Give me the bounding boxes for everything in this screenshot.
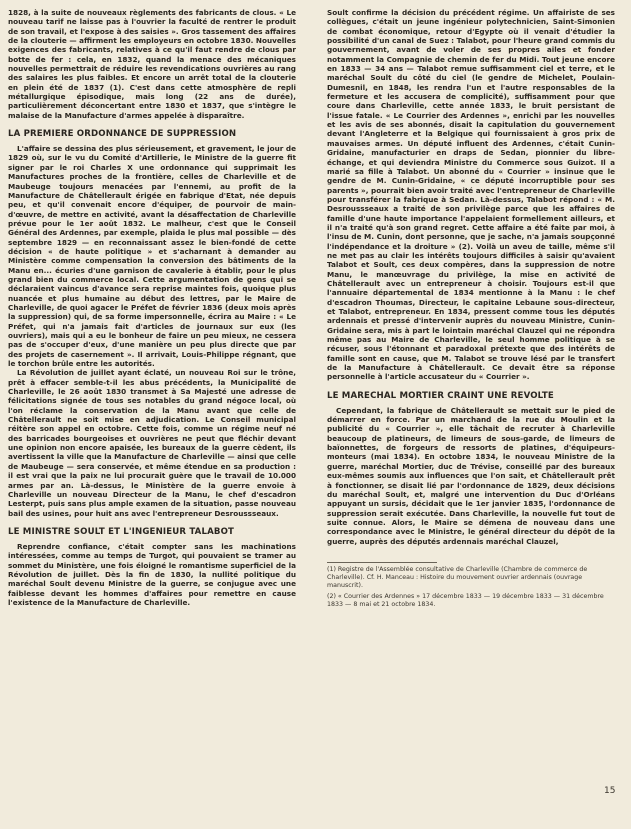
right-column [327,8,615,609]
paragraph: L'affaire se dessina des plus sérieusement, et gravement, le jour de 1829 où, sur le vu du Comité d'Artillerie, le Ministre de la guerre fit signer par le roi Charles X une ordonnance qui supprimait les Manufactures proches de la frontière, celles de Charleville et de Maubeuge toujours menacées par l'ennemi, au profit de la Manufacture de Châtellerault érigée en fabrique d'Etat, née depuis peu, et qu'il convenait encore d'équiper, de pourvoir de main-d'œuvre, de mettre en activité, avant la désaffectation de Charleville prévue pour le 1er août 1832. Le malheur, c'est que le Conseil Général des Ardennes, par exemple, plaida le plus mal possible — dès septembre 1829 — en reconnaissant assez le bien-fondé de cette décision « de haute politique » et s'acharnant à demander au Ministère comme compensation la conversion des bâtiments de la Manu en... écuries d'une garnison de cavalerie à établir, pour le plus grand bien du commerce local. Cette argumentation de gens qui se déclaraient vaincus d'avance sera reprise maintes fois, quoique plus nuancée et plus humaine au début des lettres, par le Maire de Charleville, de quoi agacer le Préfet de février 1836 (deux mois après la suppression) qui, de sa forme impersonnelle, écrira au Maire : « Le Préfet, qui n'a jamais fait d'articles de journaux sur eux (les ouvriers), mais qui a eu le bonheur de faire un peu mieux, ne cessera pas de s'occuper d'eux, d'une manière un peu plus directe que par des projets de casernement ». Il arrivait, Louis-Philippe régnant, que le torchon brûle entre les autorités. [8,144,296,369]
section-heading: LE MARECHAL MORTIER CRAINT UNE REVOLTE [327,390,554,401]
footnote: (1) Registre de l'Assemblée consultative de Charleville (Chambre de commerce de Charleville). Cf. H. Manceau : Histoire du mouvement ouvrier ardennais (ouvrage manuscrit). [327,565,588,589]
section-heading: LE MINISTRE SOULT ET L'INGENIEUR TALABOT [8,526,235,537]
footnote: (2) « Courrier des Ardennes » 17 décembre 1833 — 19 décembre 1833 — 31 décembre 1833 — 8 mai et 21 octobre 1834. [327,592,604,608]
paragraph: Soult confirme la décision du précédent régime. Un affairiste de ses collègues, c'était un jeune ingénieur polytechnicien, Saint-Simonien de combat économique, retour d'Egypte où il venait d'étudier la possibilité d'un canal de Suez : Talabot, pour l'heure grand commis du gouvernement, avant de voler de ses propres ailes et fonder notamment la Compagnie de chemin de fer du Midi. Tout jeune encore en 1833 — 34 ans — Talabot remue suffisamment ciel et terre, et le maréchal Soult du côté du ciel (le gendre de Michelet, Poulain-Dumesnil, en 1848, les rendra l'un et l'autre responsables de la fermeture et les accusera de complicité), suffisamment pour que coure dans Charleville, cette année 1833, le bruit persistant de l'issue fatale. « Le Courrier des Ardennes », enrichi par les nouvelles et les avis de ses abonnés, disait la capitulation du gouvernement devant l'Angleterre et la Belgique qui fournissaient à gros prix de mauvaises armes. Un député influent des Ardennes, c'était Cunin-Gridaine, manufacturier en draps de Sedan, pionnier du libre-échange, et qui deviendra Ministre du Commerce sous Guizot. Il a marié sa fille à Talabot. Un abonné du « Courrier » insinue que le gendre de M. Cunin-Gridaine, « ce député incorruptible pour ses parents », pourrait bien avoir traité avec l'entrepreneur de Charleville pour transférer la fabrique à Sedan. Là-dessus, Talabot répond : « M. Desroussseaux a traité de son privilège parce que les affaires de famille d'une haute importance l'appelaient formellement ailleurs, et il n'a traité qu'à son grand regret. Cette affaire a été faite par moi, à l'insu de M. Cunin, dont personne, que je sache, n'a jamais soupçonné l'indépendance et la droiture » (2). Voilà un aveu de taille, même s'il ne met pas au clair les intérêts toujours difficiles à saisir qu'avaient Talabot et Soult, ces deux compères, dans la suppression de notre Manu, le manœuvrage du privilège, la mise en activité de Châtellerault avec un entrepreneur à choisir. Toujours est-il que l'annuaire départemental de 1834 mentionne à la Manu : le chef d'escadron Thoumas, Directeur, le capitaine Lebaune sous-directeur, et Talabot, entrepreneur. En 1834, pressent comme tous les députés ardennais et pressé d'intervenir auprès du nouveau Ministre, Cunin-Gridaine sera, mis à part le lointain maréchal Clauzel qui ne répondra même pas au Maire de Charleville, le seul homme politique à se récuser, sous l'étonnant et paradoxal prétexte que des intérêts de famille sont en cause, que M. Talabot se trouve lésé par le transfert de la Manufacture à Châtellerault. Ce devait être sa réponse personnelle à l'article accusateur du « Courrier ». [327,8,615,382]
footnote-rule [327,562,437,563]
page-number: 15 [604,786,616,796]
paragraph: Reprendre confiance, c'était compter sans les machinations intéressées, comme au temps de Turgot, qui pouvaient se tramer au sommet du Ministère, une fois éloigné le romantisme superficiel de la Révolution de juillet. Dès la fin de 1830, la nullité politique du maréchal Soult devenu Ministre de la guerre, se conjugue avec une faiblesse devant les hommes d'affaires pour remettre en cause l'existence de la Manufacture de Charleville. [8,541,296,607]
paragraph: 1828, à la suite de nouveaux règlements des fabricants de clous. « Le nouveau tarif ne laisse pas à l'ouvrier la faculté de rentrer le produit de son travail, et l'expose à des saisies ». Gros tassement des affaires de la clouterie — affirment les employeurs en octobre 1830. Nouvelles exigences des fabricants, relatives à ce qu'il faut rendre de clous par botte de fer : cela, en 1832, quand la menace des mécaniques nouvelles permettrait de réduire les revendications ouvrières au rang des salaires les plus faibles. Et encore un arrêt total de la clouterie en plein été de 1837 (1). C'est dans cette atmosphère de repli métallurgique épisodique, mais long (22 ans de durée), particulièrement déconcertant entre 1830 et 1837, que s'intègre le malaise de la Manufacture d'armes appelée à disparaître. [8,8,296,120]
left-column [8,8,296,607]
paragraph: Cependant, la fabrique de Châtellerault se mettait sur le pied de démarrer en force. Par un marchand de la rue du Moulin et la publicité du « Courrier », elle tâchait de recruter à Charleville beaucoup de platineurs, de limeurs de sous-garde, de limeurs de baïonnettes, de forgeurs de ressorts de platines, d'équipeurs-monteurs (mai 1834). En octobre 1834, le nouveau Ministre de la guerre, maréchal Mortier, duc de Trévise, conseillé par des bureaux eux-mêmes soumis aux influences que l'on sait, et Châtellerault prêt à fonctionner, se disait lié par l'ordonnance de 1829, deux décisions du maréchal Soult, et, malgré une intervention du Duc d'Orléans appuyant un sursis, décidait que le 1er janvier 1835, l'ordonnance de suppression serait exécutée. Dans Charleville, la nouvelle fut tout de suite connue. Alors, le Maire se démena de nouveau dans une correspondance avec le Ministre, le général directeur du dépôt de la guerre, auprès des députés ardennais maréchal Clauzel, [327,405,615,546]
paragraph: La Révolution de juillet ayant éclaté, un nouveau Roi sur le trône, prêt à effacer semble-t-il les abus précédents, la Municipalité de Charleville, le 26 août 1830 transmet à Sa Majesté une adresse de félicitations signée de tous ses notables du grand négoce local, où l'on réclame la conservation de la Manu avant que celle de Châtellerault ne soit mise en adjudication. Le Conseil municipal réitère son appel en octobre. Cette fois, comme un régime neuf né des barricades bourgeoises et ouvrières ne peut que fléchir devant une opinion non encore apaisée, les bureaux de la guerre cèdent, ils avertissent la ville que la Manufacture de Charleville — ainsi que celle de Maubeuge — sera conservée, et même étendue en sa production : il est vrai que la paix ne lui procurait guère que le travail de 10.000 armes par an. Là-dessus, le Ministère de la guerre envoie à Charleville un nouveau Directeur de la Manu, le chef d'escadron Lesterpt, puis sans plus ample examen de la situation, passe nouveau bail des usines, pour huit ans avec l'entrepreneur Desroussseaux. [8,368,296,518]
section-heading: LA PREMIERE ORDONNANCE DE SUPPRESSION [8,129,237,140]
footnotes [327,562,615,609]
